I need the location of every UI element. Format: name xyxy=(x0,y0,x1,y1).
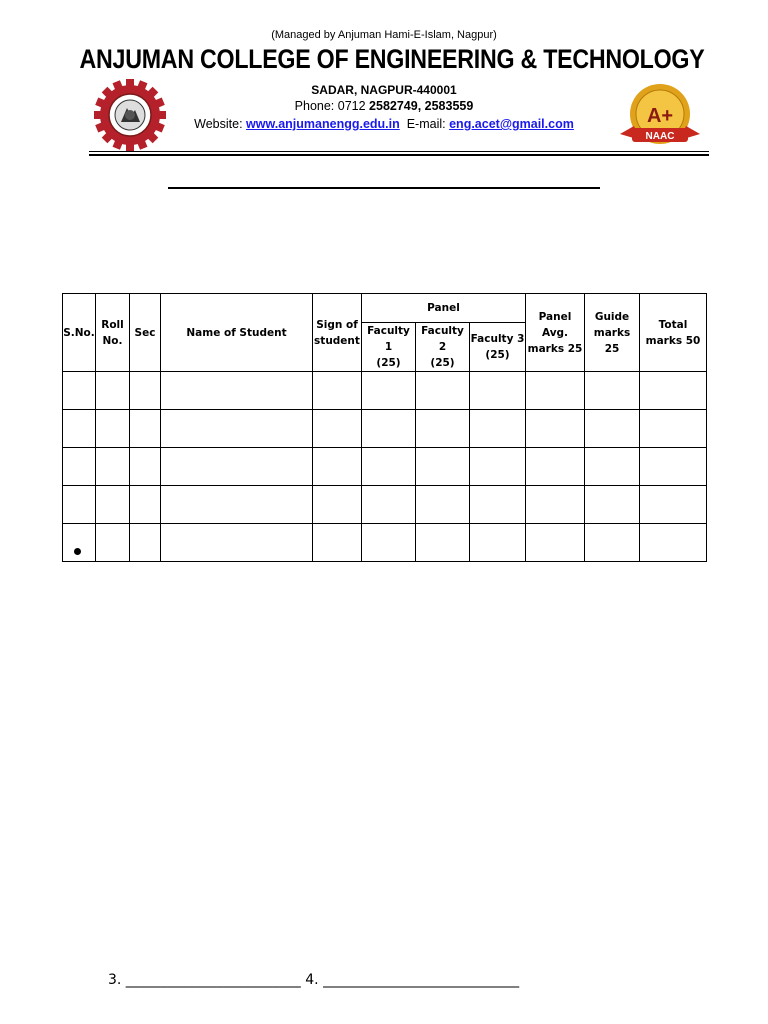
email-label: E-mail: xyxy=(406,117,446,131)
table-cell[interactable] xyxy=(130,486,161,524)
table-cell[interactable] xyxy=(313,486,362,524)
table-cell[interactable] xyxy=(470,372,526,410)
table-cell[interactable] xyxy=(63,524,96,562)
header-f2-line2: (25) xyxy=(430,357,455,369)
table-cell[interactable] xyxy=(416,524,470,562)
table-cell[interactable] xyxy=(96,372,130,410)
header-total xyxy=(640,294,707,372)
table-cell[interactable] xyxy=(585,486,640,524)
marks-table-body xyxy=(63,372,707,562)
table-cell[interactable] xyxy=(640,448,707,486)
header-sec: Sec xyxy=(130,294,161,372)
website-label: Website: xyxy=(194,117,243,131)
table-cell[interactable] xyxy=(63,448,96,486)
marks-table xyxy=(62,293,707,562)
header-panel-avg xyxy=(526,294,585,372)
table-cell[interactable] xyxy=(640,410,707,448)
table-cell[interactable] xyxy=(63,486,96,524)
college-address: SADAR, NAGPUR-440001 xyxy=(311,83,457,97)
table-cell[interactable] xyxy=(526,410,585,448)
header-f3-line2: (25) xyxy=(485,349,510,361)
header-sign-line2: student xyxy=(314,334,360,347)
header-avg-line2: marks 25 xyxy=(527,342,583,355)
website-link[interactable]: www.anjumanengg.edu.in xyxy=(246,117,400,131)
header-total-line2: marks 50 xyxy=(645,334,701,347)
header-divider-thin xyxy=(89,151,709,152)
header-f2-line1: Faculty 2 xyxy=(421,325,464,353)
header-sno: S.No. xyxy=(63,294,96,372)
table-row xyxy=(63,524,707,562)
table-cell[interactable] xyxy=(161,410,313,448)
header-roll-no xyxy=(96,294,130,372)
naac-badge-icon xyxy=(614,82,704,152)
table-cell[interactable] xyxy=(416,486,470,524)
table-cell[interactable] xyxy=(585,372,640,410)
header-sign-line1: Sign of xyxy=(316,318,358,331)
naac-grade: A+ xyxy=(646,105,674,127)
header-faculty-3 xyxy=(470,323,526,372)
header-faculty-2 xyxy=(416,323,470,372)
table-cell[interactable] xyxy=(130,372,161,410)
table-row xyxy=(63,448,707,486)
table-cell[interactable] xyxy=(96,486,130,524)
table-cell[interactable] xyxy=(313,524,362,562)
table-cell[interactable] xyxy=(585,410,640,448)
table-cell[interactable] xyxy=(526,524,585,562)
table-cell[interactable] xyxy=(130,524,161,562)
table-cell[interactable] xyxy=(640,486,707,524)
naac-label: NAAC xyxy=(645,131,675,142)
header-f1-line2: (25) xyxy=(376,357,401,369)
title-blank-line xyxy=(168,187,600,189)
college-emblem-icon xyxy=(93,78,167,152)
table-cell[interactable] xyxy=(585,524,640,562)
table-cell[interactable] xyxy=(640,524,707,562)
table-cell[interactable] xyxy=(362,524,416,562)
table-cell[interactable] xyxy=(470,410,526,448)
table-cell[interactable] xyxy=(416,410,470,448)
header-faculty-1 xyxy=(362,323,416,372)
table-row xyxy=(63,486,707,524)
header-f1-line1: Faculty 1 xyxy=(367,325,410,353)
table-cell[interactable] xyxy=(362,486,416,524)
email-link[interactable]: eng.acet@gmail.com xyxy=(449,117,574,131)
header-avg-line1: Panel Avg. xyxy=(538,310,572,339)
table-cell[interactable] xyxy=(470,524,526,562)
phone-numbers: 2582749, 2583559 xyxy=(369,99,474,113)
table-cell[interactable] xyxy=(161,486,313,524)
header-guide xyxy=(585,294,640,372)
header-guide-line2: marks 25 xyxy=(593,326,631,355)
table-cell[interactable] xyxy=(161,372,313,410)
table-cell[interactable] xyxy=(96,448,130,486)
table-cell[interactable] xyxy=(362,448,416,486)
table-cell[interactable] xyxy=(362,372,416,410)
table-cell[interactable] xyxy=(313,448,362,486)
table-cell[interactable] xyxy=(96,524,130,562)
header-f3-line1: Faculty 3 xyxy=(470,333,525,345)
signature-lines: 3. _________________________ 4. ____________________________ xyxy=(108,972,520,988)
header-roll-line2: No. xyxy=(102,334,123,347)
table-cell[interactable] xyxy=(362,410,416,448)
table-cell[interactable] xyxy=(470,486,526,524)
table-cell[interactable] xyxy=(585,448,640,486)
table-cell[interactable] xyxy=(63,372,96,410)
header-name: Name of Student xyxy=(161,294,313,372)
table-cell[interactable] xyxy=(96,410,130,448)
table-cell[interactable] xyxy=(470,448,526,486)
table-cell[interactable] xyxy=(526,448,585,486)
table-cell[interactable] xyxy=(313,410,362,448)
header-roll-line1: Roll xyxy=(101,318,124,331)
table-cell[interactable] xyxy=(526,486,585,524)
college-name: ANJUMAN COLLEGE OF ENGINEERING & TECHNOLOGY xyxy=(79,44,705,74)
table-cell[interactable] xyxy=(640,372,707,410)
table-row xyxy=(63,372,707,410)
header-sign xyxy=(313,294,362,372)
phone-label: Phone: 0712 xyxy=(294,99,366,113)
bullet-point xyxy=(74,548,81,555)
table-cell[interactable] xyxy=(130,448,161,486)
managed-by-text: (Managed by Anjuman Hami-E-Islam, Nagpur) xyxy=(271,29,497,41)
header-panel: Panel xyxy=(362,294,526,323)
header-divider-thick xyxy=(89,154,709,156)
table-cell[interactable] xyxy=(416,448,470,486)
table-cell[interactable] xyxy=(313,372,362,410)
header-guide-line1: Guide xyxy=(594,310,630,323)
header-total-line1: Total xyxy=(658,318,688,331)
table-cell[interactable] xyxy=(526,372,585,410)
table-row xyxy=(63,410,707,448)
table-cell[interactable] xyxy=(63,410,96,448)
table-cell[interactable] xyxy=(416,372,470,410)
table-cell[interactable] xyxy=(130,410,161,448)
table-cell[interactable] xyxy=(161,448,313,486)
table-cell[interactable] xyxy=(161,524,313,562)
